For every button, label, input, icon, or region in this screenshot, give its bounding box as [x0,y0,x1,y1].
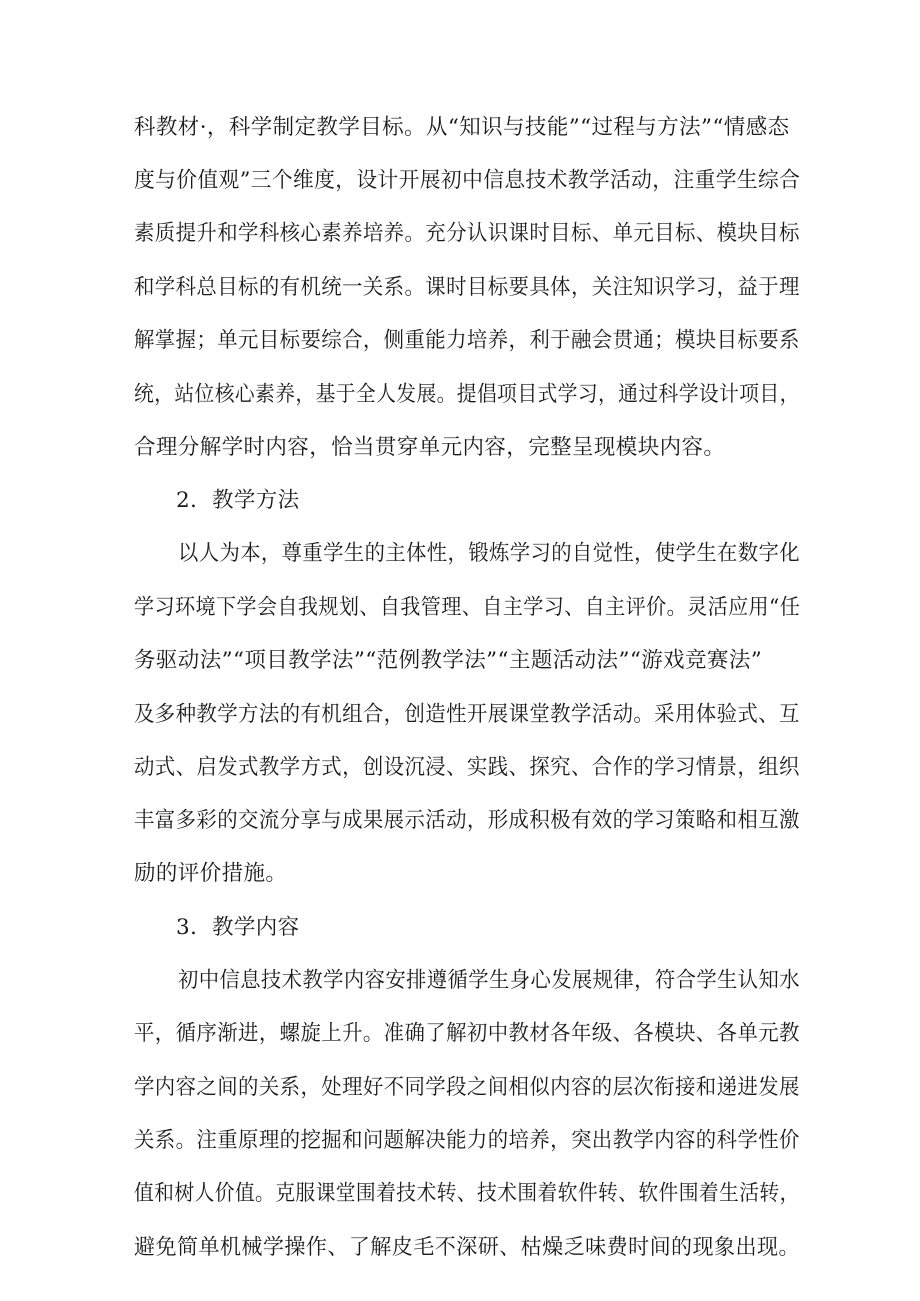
paragraph-line: 初中信息技术教学内容安排遵循学生身心发展规律，符合学生认知水 [178,968,800,993]
paragraph-line: 平，循序渐进，螺旋上升。准确了解初中教材各年级、各模块、各单元教 [134,1021,800,1046]
paragraph-line: 解掌握；单元目标要综合，侧重能力培养，利于融会贯通；模块目标要系 [134,328,800,353]
paragraph-line: 及多种教学方法的有机组合，创造性开展课堂教学活动。采用体验式、互 [134,702,800,727]
paragraph-line: 以人为本，尊重学生的主体性，锻炼学习的自觉性，使学生在数字化 [178,541,800,566]
paragraph-line: 素质提升和学科核心素养培养。充分认识课时目标、单元目标、模块目标 [134,221,800,246]
paragraph-line: 值和树人价值。克服课堂围着技术转、技术围着软件转、软件围着生活转， [134,1181,800,1206]
paragraph-line: 科教材·，科学制定教学目标。从“知识与技能”“过程与方法”“情感态 [134,115,790,140]
paragraph-line: 务驱动法”“项目教学法”“范例教学法”“主题活动法”“游戏竞赛法” [134,648,763,673]
paragraph-line: 避免简单机械学操作、了解皮毛不深研、枯燥乏味费时间的现象出现。 [134,1235,800,1260]
paragraph-line: 度与价值观”三个维度，设计开展初中信息技术教学活动，注重学生综合 [134,168,801,193]
paragraph-line: 和学科总目标的有机统一关系。课时目标要具体，关注知识学习，益于理 [134,275,800,300]
paragraph-line: 学习环境下学会自我规划、自我管理、自主学习、自主评价。灵活应用“任 [134,595,801,620]
section-heading: 3．教学内容 [176,915,300,940]
paragraph-line: 学内容之间的关系，处理好不同学段之间相似内容的层次衔接和递进发展 [134,1075,800,1100]
section-heading: 2．教学方法 [176,488,300,513]
paragraph-line: 丰富多彩的交流分享与成果展示活动，形成积极有效的学习策略和相互激 [134,808,800,833]
paragraph-line: 励的评价措施。 [134,861,288,886]
paragraph-line: 统，站位核心素养，基于全人发展。提倡项目式学习，通过科学设计项目， [134,382,800,407]
paragraph-line: 关系。注重原理的挖掘和问题解决能力的培养，突出教学内容的科学性价 [134,1128,800,1153]
paragraph-line: 动式、启发式教学方式，创设沉浸、实践、探究、合作的学习情景，组织 [134,755,800,780]
paragraph-line: 合理分解学时内容，恰当贯穿单元内容，完整呈现模块内容。 [134,435,726,460]
